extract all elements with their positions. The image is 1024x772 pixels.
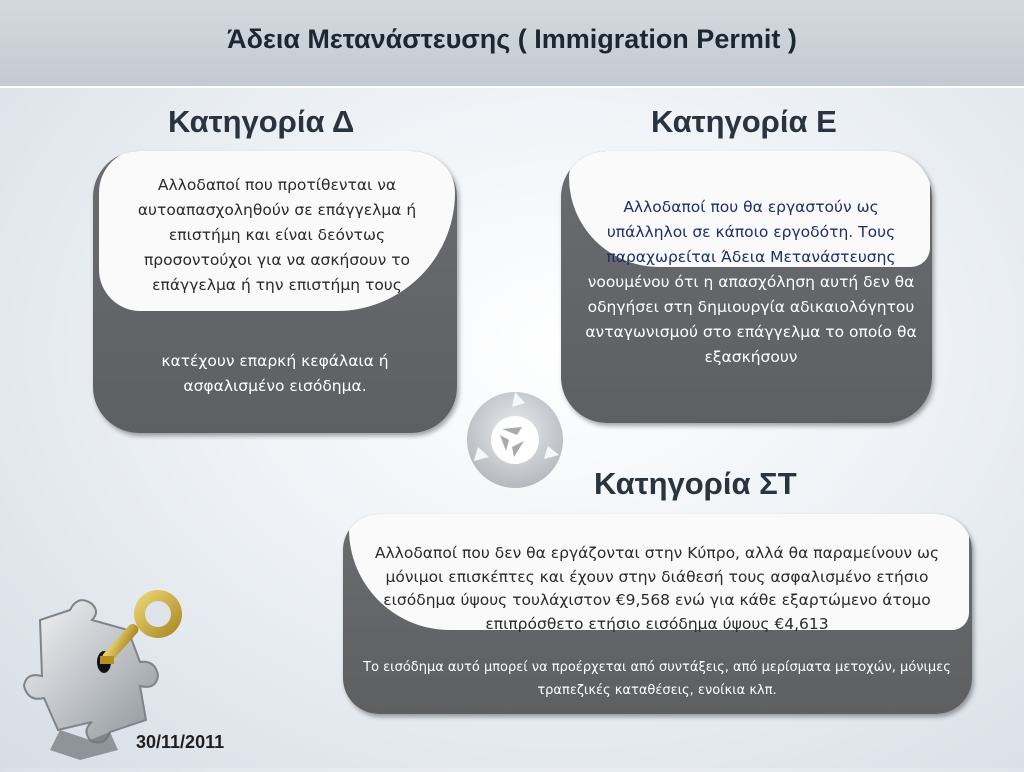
category-st-note: Το εισόδημα αυτό μπορεί να προέρχεται από συντάξεις, από μερίσματα μετοχών, μόνιμες τραπεζικές καταθέσεις, ενοίκια κλπ. (363, 660, 951, 698)
category-st-text: Αλλοδαποί που δεν θα εργάζονται στην Κύπρο, αλλά θα παραμείνουν ως μόνιμοι επισκέπτες και έχουν στην διάθεσή τους ασφαλισμένο ετήσιο εισόδημα ύψους τουλάχιστον €9,568 ενώ για κάθε εξαρτώμενο άτομο επιπρόσθετο ετήσιο εισόδημα ύψους €4,613 (374, 544, 940, 633)
title-bar (0, 0, 1024, 88)
slide-date: 30/11/2011 (136, 732, 225, 752)
category-e-text: νοουμένου ότι η απασχόληση αυτή δεν θα οδηγήσει στη δημιουργία αδικαιολόγητου ανταγωνισμού στο επάγγελμα το οποίο θα εξασκήσουν (585, 273, 917, 366)
cycle-arrows-icon (462, 385, 568, 491)
category-d-box (93, 151, 457, 433)
category-e-box (561, 151, 932, 423)
category-e-highlight-text: Αλλοδαποί που θα εργαστούν ως υπάλληλοι σε κάποιο εργοδότη. Τους παραχωρείται Άδεια Μετανάστευσης (606, 198, 896, 266)
heading-category-d: Κατηγορία Δ (168, 104, 355, 139)
category-d-subtext: κατέχουν επαρκή κεφάλαια ή ασφαλισμένο εισόδημα. (161, 352, 389, 395)
category-d-text: Αλλοδαποί που προτίθενται να αυτοαπασχοληθούν σε επάγγελμα ή επιστήμη και είναι δεόντως προσοντούχοι για να ασκήσουν το επάγγελμα ή την επιστήμη τους (137, 176, 417, 294)
category-st-box (343, 514, 972, 714)
heading-category-e: Κατηγορία Ε (651, 104, 837, 139)
heading-category-st: Κατηγορία ΣΤ (594, 466, 797, 501)
slide-title: Άδεια Μετανάστευσης ( Immigration Permit ) (227, 24, 797, 54)
